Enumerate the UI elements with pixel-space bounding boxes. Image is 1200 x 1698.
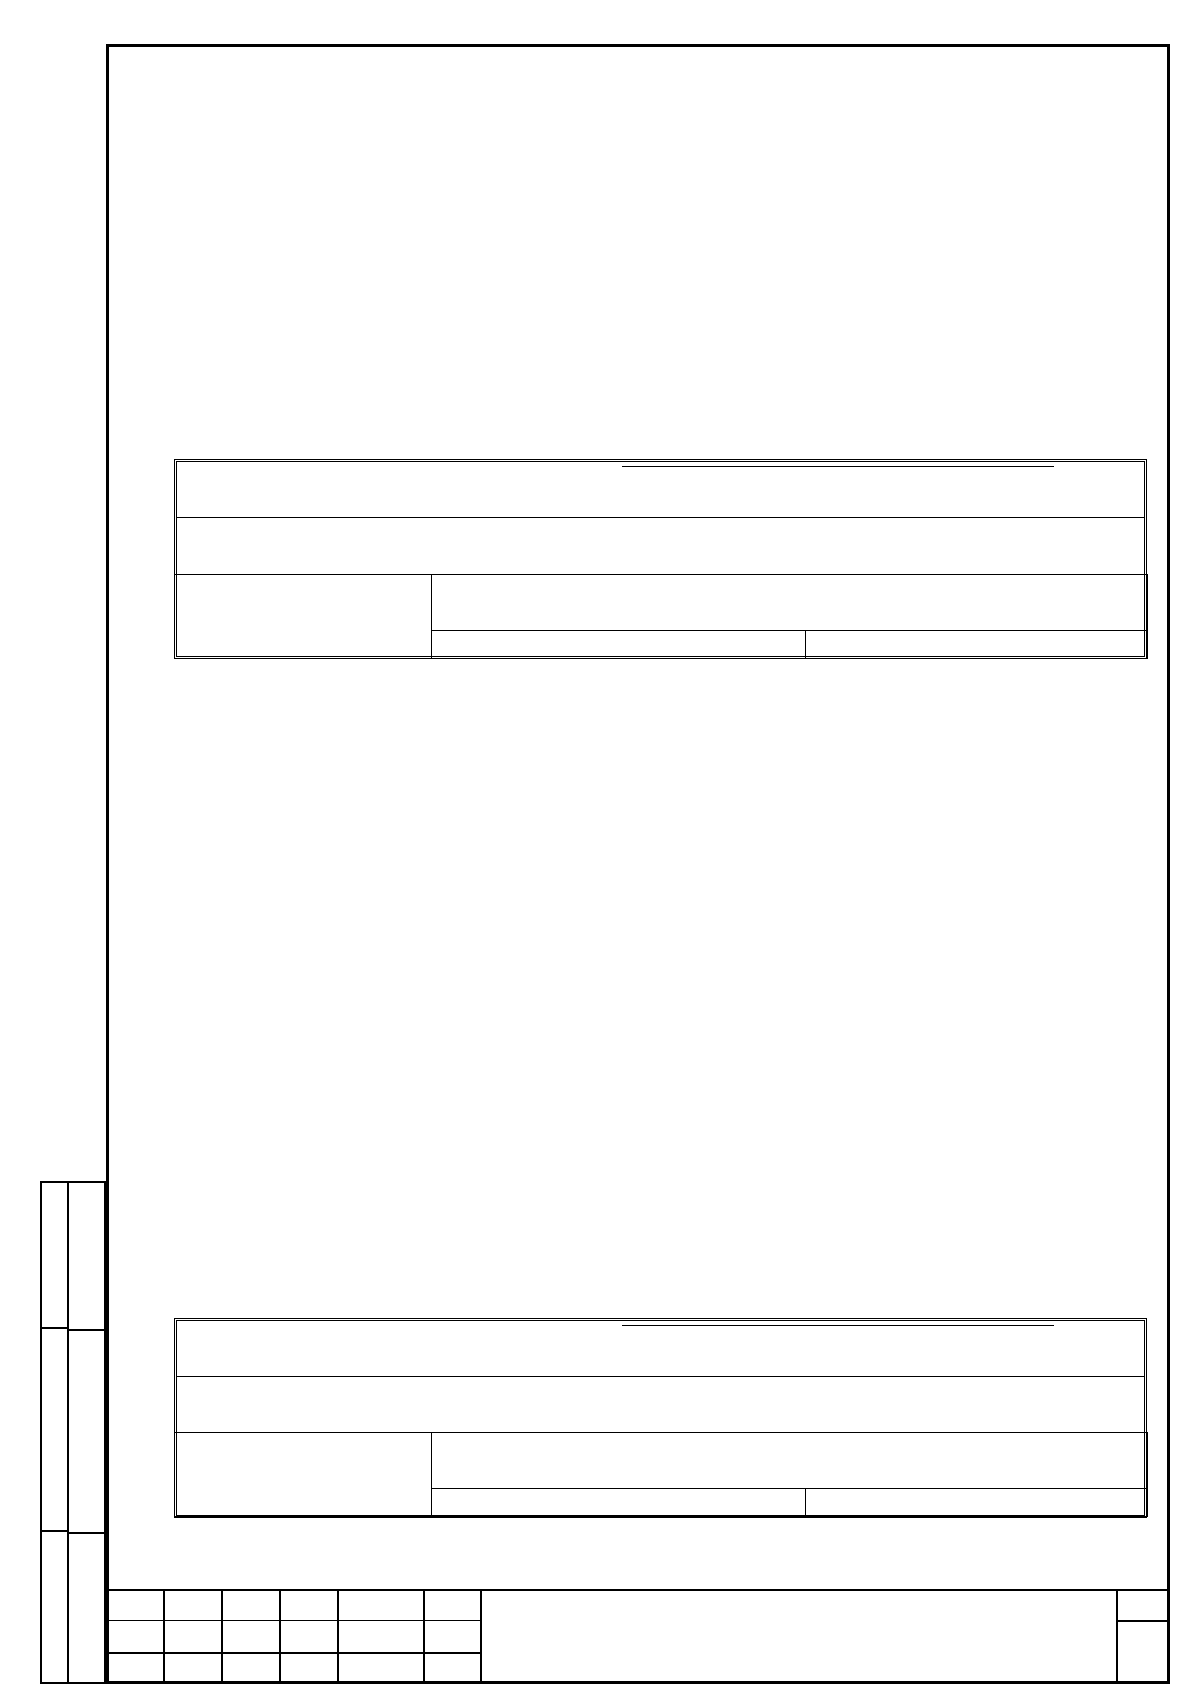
stamp-col-5 xyxy=(423,1589,425,1684)
side-cell-podp xyxy=(42,1329,69,1532)
zu9-col-designation xyxy=(175,575,432,659)
side-divider-1 xyxy=(69,1329,104,1331)
side-stamp xyxy=(40,1181,106,1684)
zu9-column-headers xyxy=(174,574,1148,659)
zu10-cond-value xyxy=(622,1325,1054,1326)
zu9-cond-value xyxy=(622,466,1054,467)
title-stamp xyxy=(106,1589,1170,1684)
zu10-column-headers xyxy=(174,1432,1148,1517)
zu10-col-y xyxy=(806,1489,1148,1517)
stamp-col-2 xyxy=(221,1589,223,1684)
zu9-col-x xyxy=(432,631,806,659)
stamp-col-1 xyxy=(163,1589,165,1684)
zu10-col-designation xyxy=(175,1433,432,1517)
stamp-top-border xyxy=(106,1589,1170,1591)
side-divider-2 xyxy=(69,1532,104,1534)
side-cell-inv xyxy=(42,1532,69,1682)
stamp-col-6 xyxy=(480,1589,482,1684)
stamp-col-3 xyxy=(279,1589,281,1684)
zu9-col-y xyxy=(806,631,1148,659)
stamp-sheet-line xyxy=(1116,1620,1170,1622)
stamp-col-4 xyxy=(337,1589,339,1684)
zu9-col-coords xyxy=(432,575,1148,631)
side-cell-vzam xyxy=(42,1183,69,1329)
zu10-col-x xyxy=(432,1489,806,1517)
zu10-col-coords xyxy=(432,1433,1148,1489)
stamp-col-7 xyxy=(1116,1589,1118,1684)
